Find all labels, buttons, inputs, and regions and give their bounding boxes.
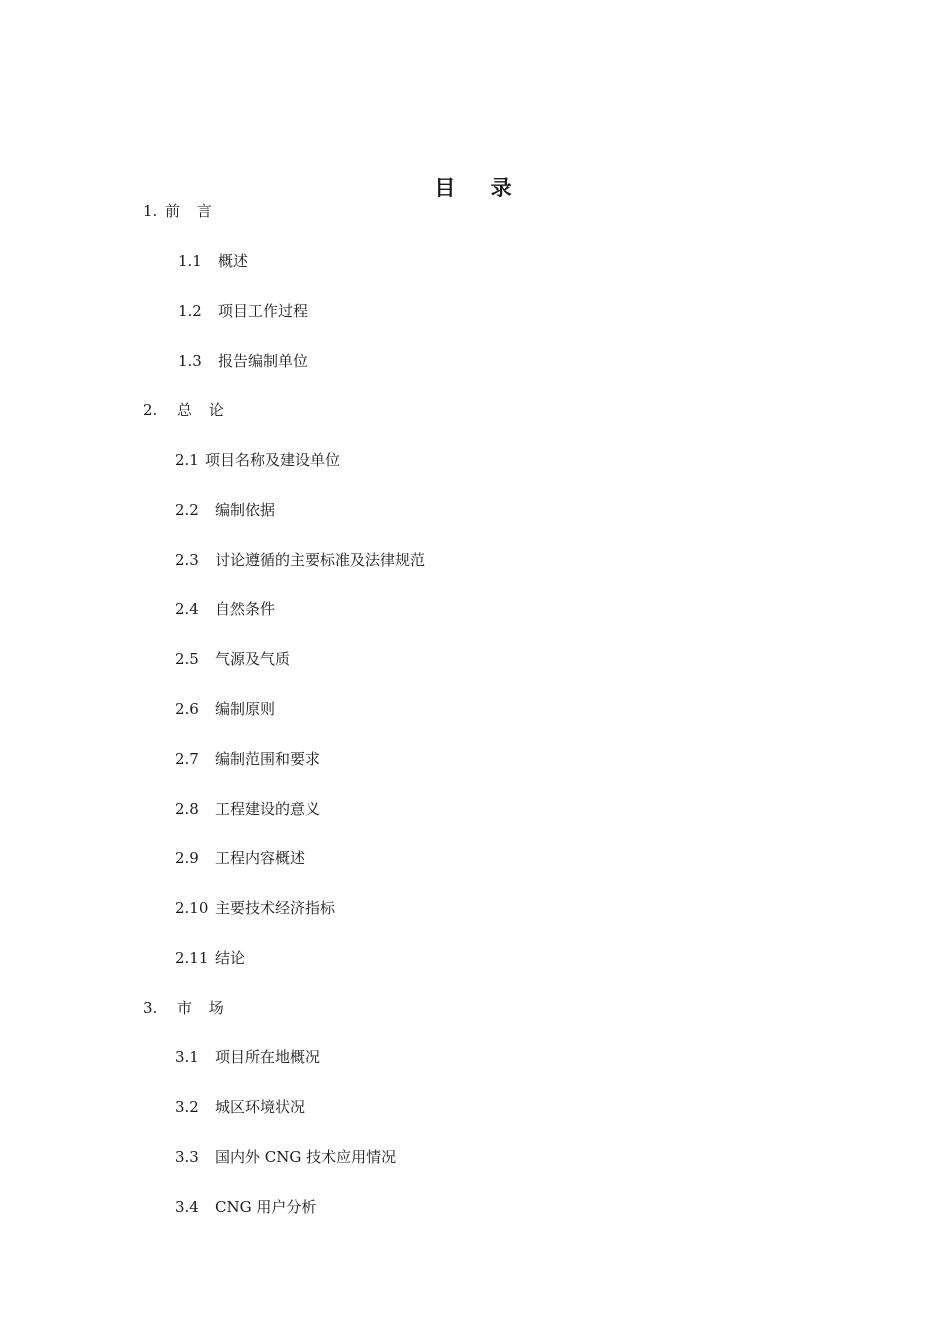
- toc-entry-label: 城区环境状况: [215, 1098, 306, 1116]
- toc-entry-2-4: [175, 599, 275, 619]
- toc-entry-2-11: [175, 948, 245, 968]
- toc-entry-1-1: [178, 251, 248, 271]
- toc-entry-number: 1.2: [178, 302, 202, 320]
- toc-entry-3-2: [175, 1097, 305, 1117]
- toc-entry-label: 国内外 CNG 技术应用情况: [215, 1148, 397, 1166]
- toc-entry-label: 编制依据: [215, 501, 276, 519]
- toc-entry-label: 概述: [218, 252, 249, 270]
- toc-entry-label: 主要技术经济指标: [215, 899, 336, 917]
- toc-entry-number: 1.: [143, 202, 158, 220]
- toc-entry-2-2: [175, 500, 275, 520]
- toc-title: 目 录: [434, 175, 526, 200]
- toc-entry-2-7: [175, 749, 320, 769]
- toc-entry-label: 讨论遵循的主要标准及法律规范: [215, 551, 426, 569]
- toc-entry-label: 自然条件: [215, 600, 276, 618]
- toc-entry-number: 2.6: [175, 700, 199, 718]
- toc-entry-3-3: [175, 1147, 396, 1167]
- toc-entry-number: 3.3: [175, 1148, 199, 1166]
- toc-entry-3-1: [175, 1047, 320, 1067]
- toc-entry-number: 1.3: [178, 352, 202, 370]
- toc-entry-number: 2.10: [175, 899, 209, 917]
- toc-entry-label: 前 言: [165, 202, 218, 220]
- toc-entry-number: 2.: [143, 401, 158, 419]
- toc-entry-label: 项目工作过程: [218, 302, 309, 320]
- toc-entry-number: 2.2: [175, 501, 199, 519]
- toc-entry-1-2: [178, 301, 308, 321]
- toc-entry-number: 2.8: [175, 800, 199, 818]
- toc-entry-3-4: [175, 1197, 316, 1217]
- toc-entry-label: 编制范围和要求: [215, 750, 321, 768]
- toc-entry-number: 2.5: [175, 650, 199, 668]
- toc-entry-1: [143, 201, 218, 221]
- toc-entry-label: 总 论: [177, 401, 230, 419]
- toc-entry-2-5: [175, 649, 290, 669]
- toc-entry-number: 3.4: [175, 1198, 199, 1216]
- toc-entry-number: 2.3: [175, 551, 199, 569]
- toc-entry-label: 市 场: [177, 999, 230, 1017]
- toc-entry-2-9: [175, 848, 305, 868]
- toc-entry-label: 气源及气质: [215, 650, 291, 668]
- toc-entry-2-8: [175, 799, 320, 819]
- toc-entry-label: 编制原则: [215, 700, 276, 718]
- toc-entry-label: 项目名称及建设单位: [205, 451, 341, 469]
- toc-entry-2-10: [175, 898, 335, 918]
- toc-entry-label: 工程内容概述: [215, 849, 306, 867]
- toc-entry-label: 项目所在地概况: [215, 1048, 321, 1066]
- toc-entry-2: [143, 400, 230, 420]
- toc-entry-number: 2.1: [175, 451, 199, 469]
- toc-entry-number: 3.: [143, 999, 158, 1017]
- toc-entry-number: 2.7: [175, 750, 199, 768]
- toc-entry-number: 2.11: [175, 949, 209, 967]
- toc-entry-label: CNG 用户分析: [215, 1198, 317, 1216]
- toc-entry-label: 报告编制单位: [218, 352, 309, 370]
- toc-entry-number: 1.1: [178, 252, 202, 270]
- toc-entry-2-1: [175, 450, 340, 470]
- toc-entry-number: 2.9: [175, 849, 199, 867]
- toc-entry-number: 3.1: [175, 1048, 199, 1066]
- toc-entry-2-6: [175, 699, 275, 719]
- toc-entry-label: 工程建设的意义: [215, 800, 321, 818]
- toc-entry-number: 3.2: [175, 1098, 199, 1116]
- toc-entry-1-3: [178, 351, 308, 371]
- toc-entry-label: 结论: [215, 949, 246, 967]
- toc-entry-2-3: [175, 550, 425, 570]
- toc-entry-3: [143, 998, 230, 1018]
- toc-entry-number: 2.4: [175, 600, 199, 618]
